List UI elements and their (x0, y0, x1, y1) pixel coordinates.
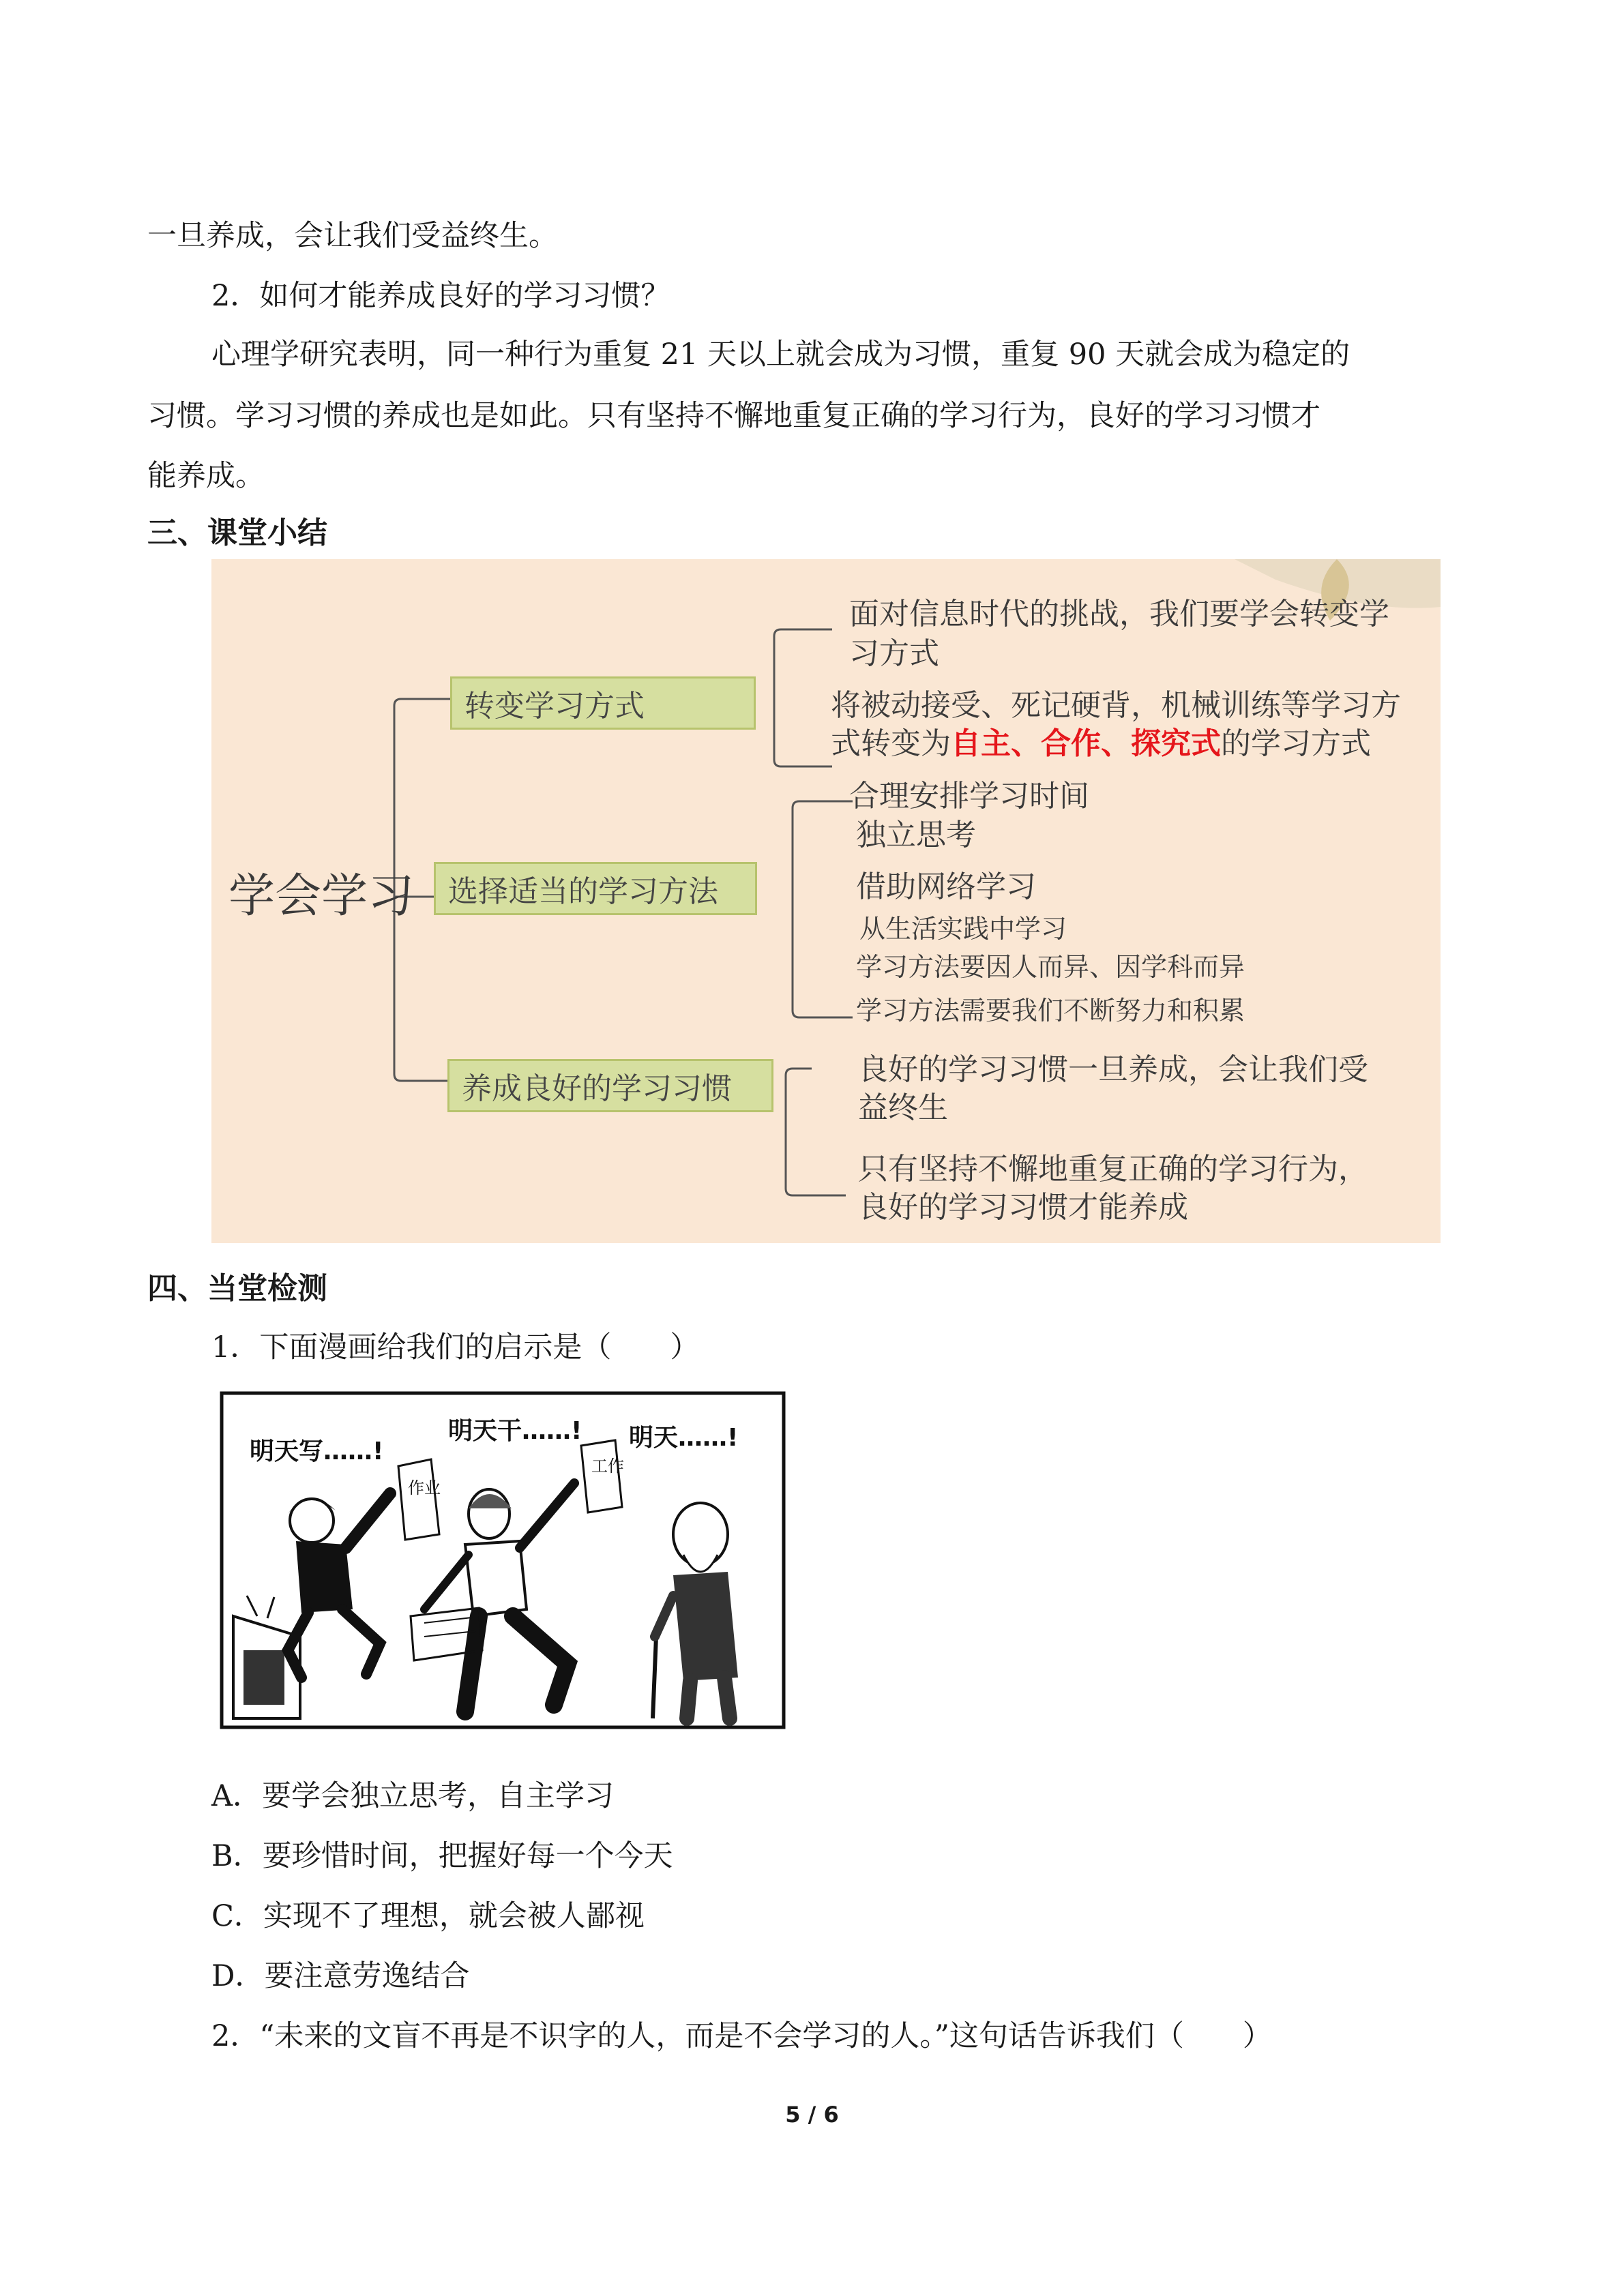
speech-bubble-text: 明天干……! (448, 1417, 582, 1445)
mind-map-leaf: 合理安排学习时间 (849, 779, 1089, 814)
mind-map-leaf: 从生活实践中学习 (859, 914, 1067, 944)
branch1-bracket (774, 629, 832, 766)
mind-map-leaf: 习方式 (849, 636, 939, 671)
mind-map-leaf: 只有坚持不懈地重复正确的学习行为， (858, 1152, 1368, 1187)
mind-map-leaf-text: 的学习方式 (1221, 726, 1371, 761)
body-line: 习惯。学习习惯的养成也是如此。只有坚持不懈地重复正确的学习行为，良好的学习习惯才 (147, 399, 1320, 433)
paper-label: 工作 (591, 1457, 624, 1476)
mind-map-branch-3: 养成良好的学习习惯 (447, 1059, 773, 1112)
mind-map-leaf: 面对信息时代的挑战，我们要学会转变学 (849, 597, 1389, 631)
speech-bubble-text: 明天……! (629, 1424, 739, 1452)
mind-map-leaf: 独立思考 (856, 818, 976, 852)
work-paper-icon (581, 1440, 622, 1512)
homework-paper-icon (398, 1459, 439, 1540)
mind-map-leaf: 将被动接受、死记硬背，机械训练等学习方 (831, 688, 1401, 723)
page-number: 5 / 6 (785, 2102, 839, 2128)
mind-map-branch-1: 转变学习方式 (450, 676, 756, 730)
body-line: 能养成。 (147, 459, 265, 493)
mind-map-leaf: 学习方法要因人而异、因学科而异 (856, 952, 1245, 982)
branch2-bracket (793, 801, 853, 1017)
option-a: A．要学会独立思考，自主学习 (211, 1779, 615, 1813)
option-c: C．实现不了理想，就会被人鄙视 (211, 1899, 645, 1933)
paper-label: 作业 (408, 1478, 441, 1497)
body-line: 一旦养成，会让我们受益终生。 (147, 219, 558, 253)
cartoon-drawing (220, 1391, 786, 1729)
mind-map-leaf: 学习方法需要我们不断努力和积累 (856, 996, 1245, 1026)
section-title: 四、当堂检测 (147, 1271, 327, 1306)
mind-map-leaf: 益终生 (858, 1090, 948, 1125)
speech-bubble-text: 明天写……! (250, 1437, 384, 1465)
mind-map-leaf: 良好的学习习惯才能养成 (858, 1190, 1188, 1225)
mind-map-leaf: 良好的学习习惯一旦养成，会让我们受 (858, 1052, 1368, 1087)
mind-map-branch-2: 选择适当的学习方法 (434, 862, 757, 915)
mind-map-leaf-text: 式转变为 (831, 726, 951, 761)
question-stem: 1．下面漫画给我们的启示是（ ） (211, 1330, 700, 1365)
mind-map-leaf (831, 724, 1371, 764)
branch3-bracket (786, 1069, 846, 1195)
section-title: 三、课堂小结 (147, 516, 327, 550)
highlight-text: 自主、合作、探究式 (951, 726, 1221, 761)
question-heading: 2．如何才能养成良好的学习习惯？ (211, 279, 670, 313)
option-d: D．要注意劳逸结合 (211, 1959, 470, 1993)
option-b: B．要珍惜时间，把握好每一个今天 (211, 1839, 673, 1873)
body-line: 心理学研究表明，同一种行为重复 21 天以上就会成为习惯，重复 90 天就会成为稳定的 (211, 338, 1350, 372)
question-stem: 2．“未来的文盲不再是不识字的人，而是不会学习的人。”这句话告诉我们（ ） (211, 2019, 1272, 2053)
mind-map-root: 学会学习 (228, 869, 415, 923)
cartoon-illustration (220, 1391, 786, 1729)
mind-map (211, 559, 1441, 1243)
mind-map-leaf: 借助网络学习 (856, 869, 1036, 904)
